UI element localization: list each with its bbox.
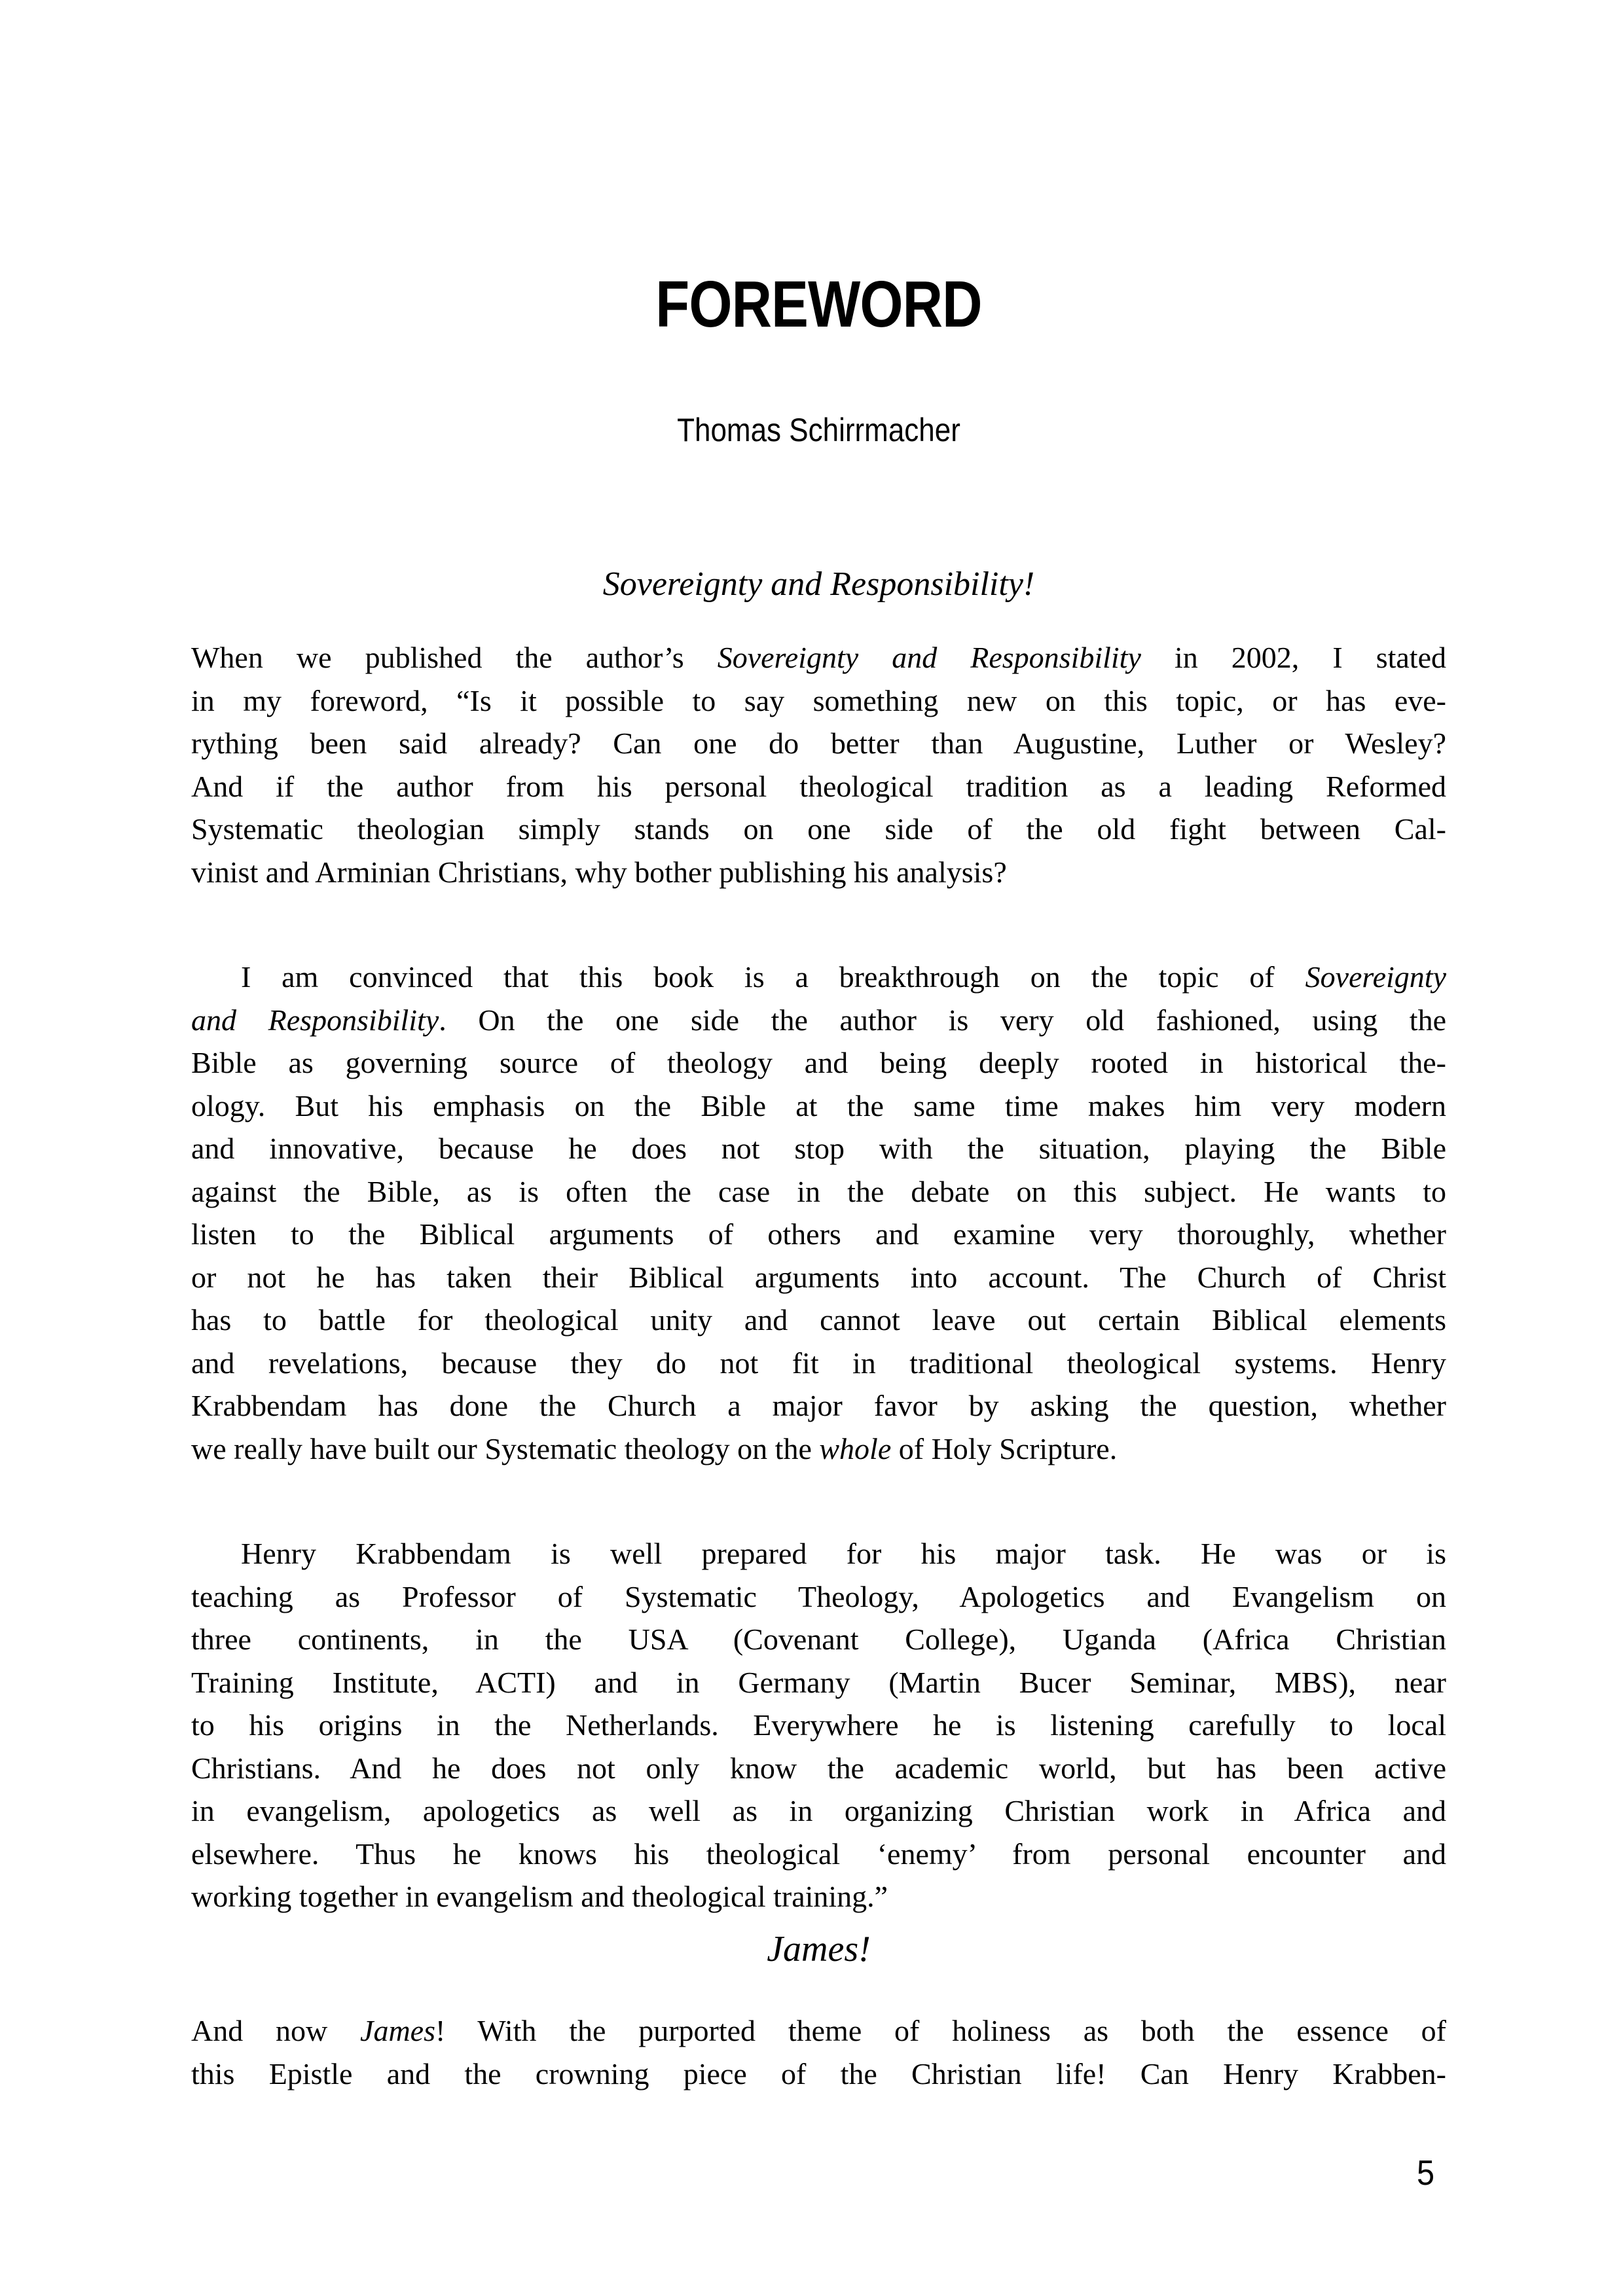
text-line: ology. But his emphasis on the Bible at the same time makes him very modern	[191, 1088, 1446, 1122]
text-line: rything been said already? Can one do better than Augustine, Luther or Wesley?	[191, 726, 1446, 761]
text-line: against the Bible, as is often the case in the debate on this subject. He wants to	[191, 1174, 1446, 1208]
heading-sovereignty: Sovereignty and Responsibility!	[602, 565, 1035, 603]
text-line: in evangelism, apologetics as well as in organizing Christian work in Africa and	[191, 1794, 1446, 1828]
document-content	[191, 564, 1446, 2095]
page-number: 5	[1416, 2153, 1434, 2193]
text-line: vinist and Arminian Christians, why bother publishing his analysis?	[191, 855, 1007, 889]
paragraph-2	[191, 956, 1446, 1470]
text-line: And if the author from his personal theological tradition as a leading Reformed	[191, 769, 1446, 803]
text-line: teaching as Professor of Systematic Theology, Apologetics and Evangelism on	[191, 1579, 1446, 1613]
text-line: I am convinced that this book is a breakthrough on the topic of Sovereignty	[241, 960, 1446, 994]
paragraph-1	[191, 636, 1446, 893]
text-line: working together in evangelism and theological training.”	[191, 1880, 888, 1914]
paragraph-4	[191, 2009, 1446, 2095]
author-name: Thomas Schirrmacher	[677, 412, 960, 448]
text-line: and Responsibility. On the one side the author is very old fashioned, using the	[191, 1003, 1447, 1037]
text-line: has to battle for theological unity and cannot leave out certain Biblical elements	[191, 1303, 1446, 1337]
page-title: FOREWORD	[655, 268, 982, 341]
paragraph-3	[191, 1532, 1446, 1918]
text-line: we really have built our Systematic theology on the whole of Holy Scripture.	[191, 1431, 1118, 1465]
text-line: And now James! With the purported theme of holiness as both the essence of	[191, 2014, 1446, 2048]
text-line: elsewhere. Thus he knows his theological ‘enemy’ from personal encounter and	[191, 1837, 1446, 1871]
text-line: Systematic theologian simply stands on one side of the old fight between Cal-	[191, 812, 1446, 846]
text-line: Training Institute, ACTI) and in Germany (Martin Bucer Seminar, MBS), near	[191, 1665, 1446, 1699]
text-line: listen to the Biblical arguments of others and examine very thoroughly, whether	[191, 1217, 1446, 1251]
text-line: this Epistle and the crowning piece of the Christian life! Can Henry Krabben-	[191, 2056, 1446, 2090]
text-line: Krabbendam has done the Church a major favor by asking the question, whether	[191, 1389, 1446, 1423]
text-line: Christians. And he does not only know the academic world, but has been active	[191, 1751, 1446, 1785]
text-line: and revelations, because they do not fit in traditional theological systems. Henry	[191, 1346, 1446, 1380]
text-line: and innovative, because he does not stop with the situation, playing the Bible	[191, 1132, 1446, 1166]
text-line: in my foreword, “Is it possible to say something new on this topic, or has eve-	[191, 683, 1446, 717]
text-line: Henry Krabbendam is well prepared for his major task. He was or is	[241, 1537, 1446, 1571]
text-line: When we published the author’s Sovereignty and Responsibility in 2002, I stated	[191, 641, 1446, 675]
text-line: or not he has taken their Biblical arguments into account. The Church of Christ	[191, 1260, 1446, 1294]
text-line: Bible as governing source of theology and being deeply rooted in historical the-	[191, 1046, 1446, 1080]
text-line: three continents, in the USA (Covenant College), Uganda (Africa Christian	[191, 1623, 1446, 1657]
text-line: to his origins in the Netherlands. Everywhere he is listening carefully to local	[191, 1708, 1446, 1742]
heading-james: James!	[767, 1928, 871, 1969]
